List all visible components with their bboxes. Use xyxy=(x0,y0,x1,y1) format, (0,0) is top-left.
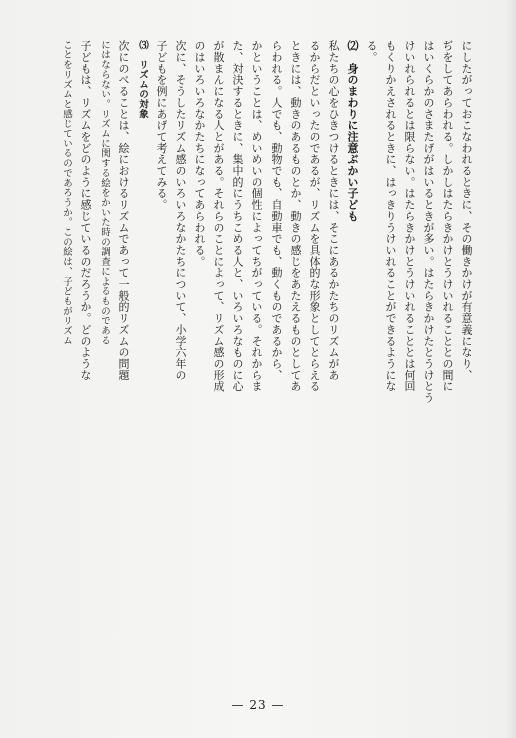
text-line: にはならない。リズムに関する絵をかいた時の調査によるものである xyxy=(99,40,110,346)
text-line: ぢをしてあらわれる。しかしはたらきかけとうけいれることとの間に xyxy=(441,40,454,392)
right-text-column xyxy=(266,40,476,680)
left-text-column xyxy=(56,40,266,680)
section-heading: ⑶ リズムの対象 xyxy=(137,40,148,119)
text-line: らわれる。人でも、動物でも、自動車でも、動くものであるから、 xyxy=(270,40,283,381)
text-line: る。 xyxy=(365,40,378,63)
text-line: のはいろいろなかたちになってあらわれる。 xyxy=(193,40,206,267)
text-line: はいくらかのさまたげがはいるときが多い。はたらきかけたとうけとう xyxy=(422,40,435,404)
page-number: — 23 — xyxy=(231,698,285,712)
text-line: 次に、そうしたリズム感のいろいろなかたちについて、小学六年の xyxy=(174,40,187,381)
text-line: 私たちの心をひきつけるときには、そこにあるかたちのリズムがあ xyxy=(327,40,340,381)
text-line: るからだといったのであるが、リズムを具体的な形象としてとらえる xyxy=(308,40,321,392)
text-line xyxy=(266,40,267,680)
text-line xyxy=(56,40,57,680)
text-line: ときには、動きのあるものとか、動きの感じをあたえるものとしてあ xyxy=(289,40,302,392)
text-line: 次にのべることは、絵におけるリズムであって一般的リズムの問題 xyxy=(117,40,130,381)
text-line: 子どもを例にあげて考えてみる。 xyxy=(155,40,168,211)
text-line: た、対決するときに、集中的にうちこめる人と、いろいろなものに心 xyxy=(231,40,244,392)
text-line: が散まんになる人とがある。それらのことによって、リズム感の形成 xyxy=(212,40,225,392)
text-line: もくりかえされるときに、はっきりうけいれることができるようにな xyxy=(384,40,397,392)
section-heading: ⑵ 身のまわりに注意ぶかい子ども xyxy=(346,40,359,222)
text-line: かということは、めいめいの個性によってちがっている。それからま xyxy=(250,40,263,392)
text-line: けいれられるとは限らない。はたらきかけとうけいれることとは何回 xyxy=(403,40,416,392)
page-edge-shadow xyxy=(505,0,516,738)
text-line: にしたがっておこなわれるときに、その働きかけが有意義になり、 xyxy=(460,40,473,381)
text-line: 子どもは、リズムをどのように感じているのだろうか。どのような xyxy=(79,40,92,381)
text-line: ことをリズムと感じているのであろうか。この絵は、子どもがリズム xyxy=(61,40,72,346)
